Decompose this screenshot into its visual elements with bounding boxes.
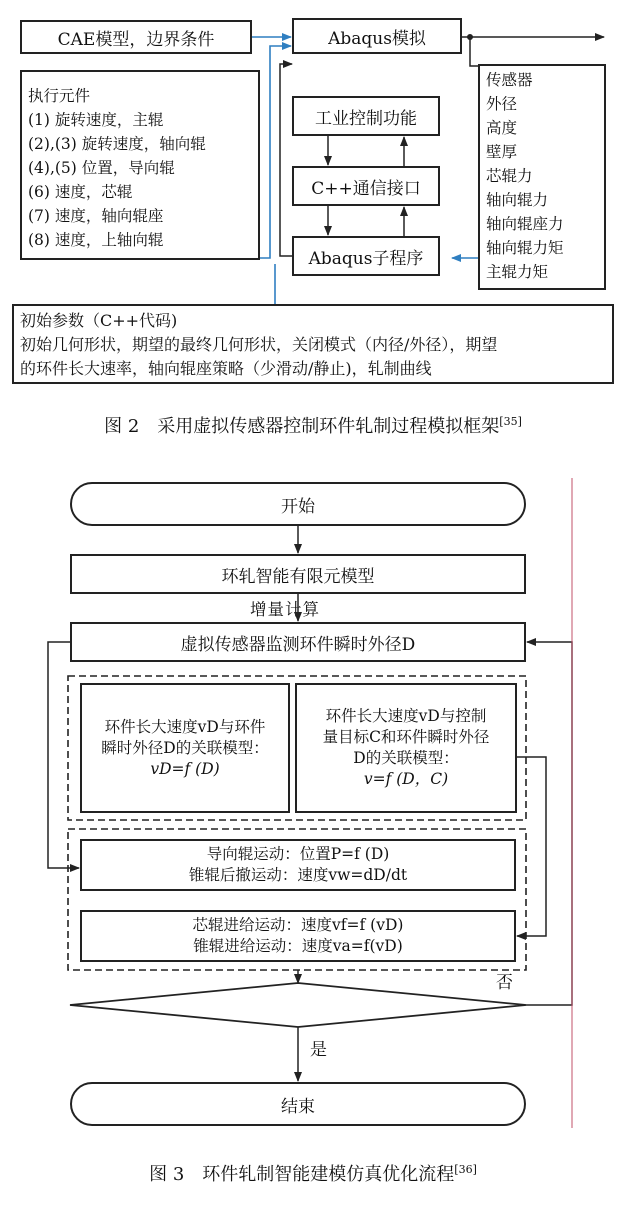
sensor-item: 轴向辊力矩	[486, 239, 564, 257]
figure2-caption-ref: [35]	[499, 415, 522, 428]
motion-guide-line: 导向辊运动：位置P=f (D)	[206, 845, 390, 863]
init-params-line: 的环件长大速率，轴向辊座策略（少滑动/静止)，轧制曲线	[20, 359, 432, 378]
model-right-line: 量目标C和环件瞬时外径	[322, 728, 490, 746]
dashed-group-models	[68, 676, 526, 820]
sensor-item: 壁厚	[486, 143, 518, 161]
start-label: 开始	[281, 496, 315, 517]
figure2-caption-text: 图 2 采用虚拟传感器控制环件轧制过程模拟框架	[104, 416, 500, 437]
sensor-item: 高度	[486, 119, 518, 137]
abaqus-subroutine-label: Abaqus子程序	[308, 248, 424, 269]
model-left-line: 瞬时外径D的关联模型：	[101, 738, 269, 757]
sensor-item: 主辊力矩	[486, 263, 549, 281]
industrial-control-label: 工业控制功能	[315, 108, 417, 129]
actuator-line: (2),(3) 旋转速度，轴向辊	[28, 135, 206, 153]
incremental-calculation-label: 增量计算	[250, 600, 320, 619]
sensor-item: 芯辊力	[486, 167, 533, 185]
no-branch-loop	[526, 642, 572, 1005]
model-right-formula: v=f (D，C)	[363, 770, 449, 788]
dashed-group-motions	[68, 829, 526, 970]
decision-diamond	[70, 983, 526, 1027]
monitor-label: 虚拟传感器监测环件瞬时外径D	[180, 634, 416, 655]
actuator-line: (4),(5) 位置，导向辊	[28, 159, 175, 177]
yes-label: 是	[310, 1040, 327, 1060]
sensor-item: 轴向辊力	[486, 191, 549, 209]
model-left-line: 环件长大速度vD与环件	[104, 717, 266, 736]
abaqus-to-sensors-line	[470, 37, 478, 66]
actuator-line: (8) 速度，上轴向辊	[28, 231, 164, 249]
model-right-to-feed-loop	[517, 757, 546, 936]
figure3-caption-ref: [36]	[454, 1163, 477, 1176]
init-params-line: 初始几何形状，期望的最终几何形状，关闭模式（内径/外径），期望	[20, 335, 498, 354]
subroutine-to-abaqus-feedback	[280, 64, 292, 256]
motion-feed-line: 锥辊进给运动：速度va=f(vD)	[193, 937, 403, 955]
model-left-formula: vD=f (D)	[150, 759, 220, 778]
figure3-caption-text: 图 3 环件轧制智能建模仿真优化流程	[149, 1164, 455, 1185]
model-right-line: 环件长大速度vD与控制	[325, 707, 487, 725]
cae-model-label: CAE模型，边界条件	[57, 29, 215, 50]
end-label: 结束	[281, 1096, 315, 1117]
actuator-line: (6) 速度，芯辊	[28, 183, 133, 201]
cpp-interface-label: C++通信接口	[311, 178, 421, 199]
actuator-line: (1) 旋转速度，主辊	[28, 111, 164, 129]
abaqus-simulation-label: Abaqus模拟	[328, 28, 426, 49]
no-label: 否	[496, 973, 513, 993]
sensor-item: 外径	[486, 95, 518, 113]
sensor-item: 轴向辊座力	[486, 215, 564, 233]
fem-model-label: 环轧智能有限元模型	[221, 566, 375, 587]
model-right-line: D的关联模型：	[353, 749, 459, 767]
init-params-title: 初始参数（C++代码)	[20, 311, 178, 330]
actuators-to-abaqus-line	[260, 46, 291, 258]
actuator-line: (7) 速度，轴向辊座	[28, 207, 164, 225]
sensors-title: 传感器	[486, 71, 533, 89]
motion-feed-line: 芯辊进给运动：速度vf=f (vD)	[192, 916, 404, 934]
motion-guide-line: 锥辊后撤运动：速度vw=dD/dt	[188, 866, 408, 884]
actuators-title: 执行元件	[28, 87, 91, 105]
